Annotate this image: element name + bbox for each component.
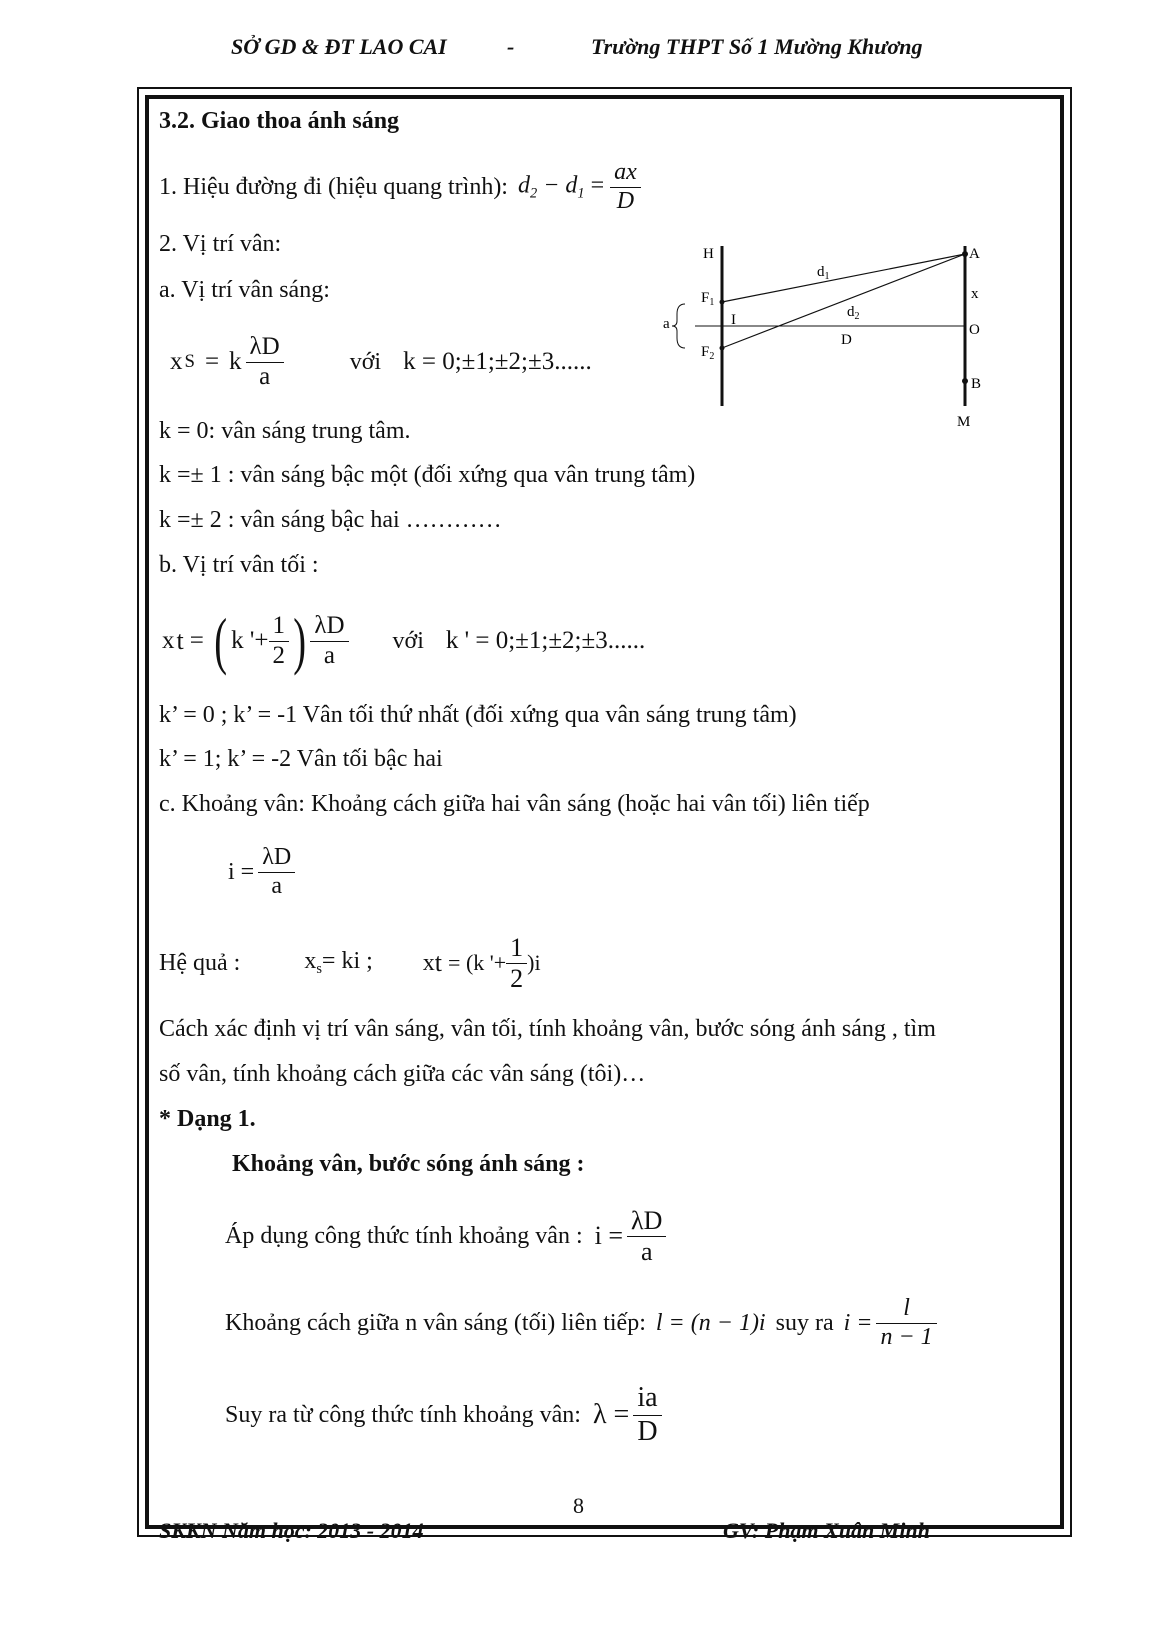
- fringe-spacing-formula: i = $\frac{\lambda D}{a}$: [228, 834, 295, 910]
- header-dash: -: [507, 34, 515, 59]
- young-interference-diagram: [655, 238, 995, 438]
- label-O: O: [969, 322, 980, 338]
- label-M: M: [957, 414, 971, 430]
- header-school-dept: SỞ GD & ĐT LAO CAI: [231, 34, 447, 59]
- line-k2: k =± 2 : vân sáng bậc hai …………: [159, 507, 502, 533]
- type-1-title: Khoảng vân, bước sóng ánh sáng :: [232, 1151, 585, 1177]
- distance-line: Khoảng cách giữa n vân sáng (tối) liên tiếp: l = (n − 1)i suy ra i = $\frac{l}{n - 1}$: [225, 1288, 937, 1358]
- consequence-xs: $x_s=$ ki ;: [304, 947, 373, 978]
- method-line-2: số vân, tính khoảng cách giữa các vân sáng (tôi)…: [159, 1061, 646, 1087]
- item-fringe-position: 2. Vị trí vân:: [159, 231, 282, 257]
- item-bright-fringe: a. Vị trí vân sáng:: [159, 277, 330, 303]
- line-kprime-first: k’ = 0 ; k’ = -1 Vân tối thứ nhất (đối xứng qua vân sáng trung tâm): [159, 702, 797, 728]
- label-B: B: [971, 376, 982, 392]
- label-x: x: [971, 286, 979, 302]
- label-D: D: [841, 332, 852, 348]
- label-F1: $F_1$: [701, 290, 715, 308]
- label-a: a: [663, 316, 670, 332]
- label-I: I: [731, 312, 736, 328]
- label-d1: $d_1$: [817, 264, 830, 282]
- footer-school-year: SKKN Năm học: 2013 - 2014: [159, 1518, 424, 1543]
- consequence-xt: x t = (k '+ $\frac{1}{2}$ )i: [422, 932, 541, 993]
- line-kprime-second: k’ = 1; k’ = -2 Vân tối bậc hai: [159, 746, 443, 772]
- section-title: 3.2. Giao thoa ánh sáng: [159, 108, 400, 134]
- label-H: H: [703, 246, 714, 262]
- apply-line: Áp dụng công thức tính khoảng vân : i = $\frac{\lambda D}{a}$: [225, 1196, 666, 1276]
- bright-fringe-formula: x S = k $\frac{\lambda D}{a}$ với k = 0;±1;±2;±3......: [170, 332, 592, 390]
- page-number: 8: [573, 1493, 584, 1518]
- label-d2: $d_2$: [847, 304, 860, 322]
- derive-line: Suy ra từ công thức tính khoảng vân: λ = $\frac{ia}{D}$: [225, 1373, 662, 1457]
- header-school-name: Trường THPT Số 1 Mường Khương: [591, 34, 923, 59]
- label-A: A: [969, 246, 980, 262]
- footer-teacher: GV: Phạm Xuân Minh: [723, 1518, 930, 1543]
- type-1-heading: * Dạng 1.: [159, 1106, 256, 1132]
- dark-fringe-formula: x t = ( k '+ $\frac{1}{2}$ ) $\frac{\lambda D}{a}$ với k ' = 0;±1;±2;±3......: [162, 605, 646, 676]
- path-difference-label: 1. Hiệu đường đi (hiệu quang trình):: [159, 173, 508, 200]
- method-line-1: Cách xác định vị trí vân sáng, vân tối, tính khoảng vân, bước sóng ánh sáng , tìm: [159, 1016, 936, 1042]
- consequence-line: Hệ quả : $x_s=$ ki ; x t = (k '+ $\frac{1}{2}$ )i: [159, 932, 541, 993]
- item-dark-fringe: b. Vị trí vân tối :: [159, 552, 319, 578]
- line-k1: k =± 1 : vân sáng bậc một (đối xứng qua vân trung tâm): [159, 462, 696, 488]
- item-fringe-spacing: c. Khoảng vân: Khoảng cách giữa hai vân sáng (hoặc hai vân tối) liên tiếp: [159, 791, 870, 817]
- label-F2: $F_2$: [701, 344, 715, 362]
- item-path-difference: [159, 152, 641, 222]
- path-difference-formula: $d_2 - d_1$ = $\frac{ax}{D}$: [518, 159, 641, 215]
- line-k0: k = 0: vân sáng trung tâm.: [159, 418, 411, 444]
